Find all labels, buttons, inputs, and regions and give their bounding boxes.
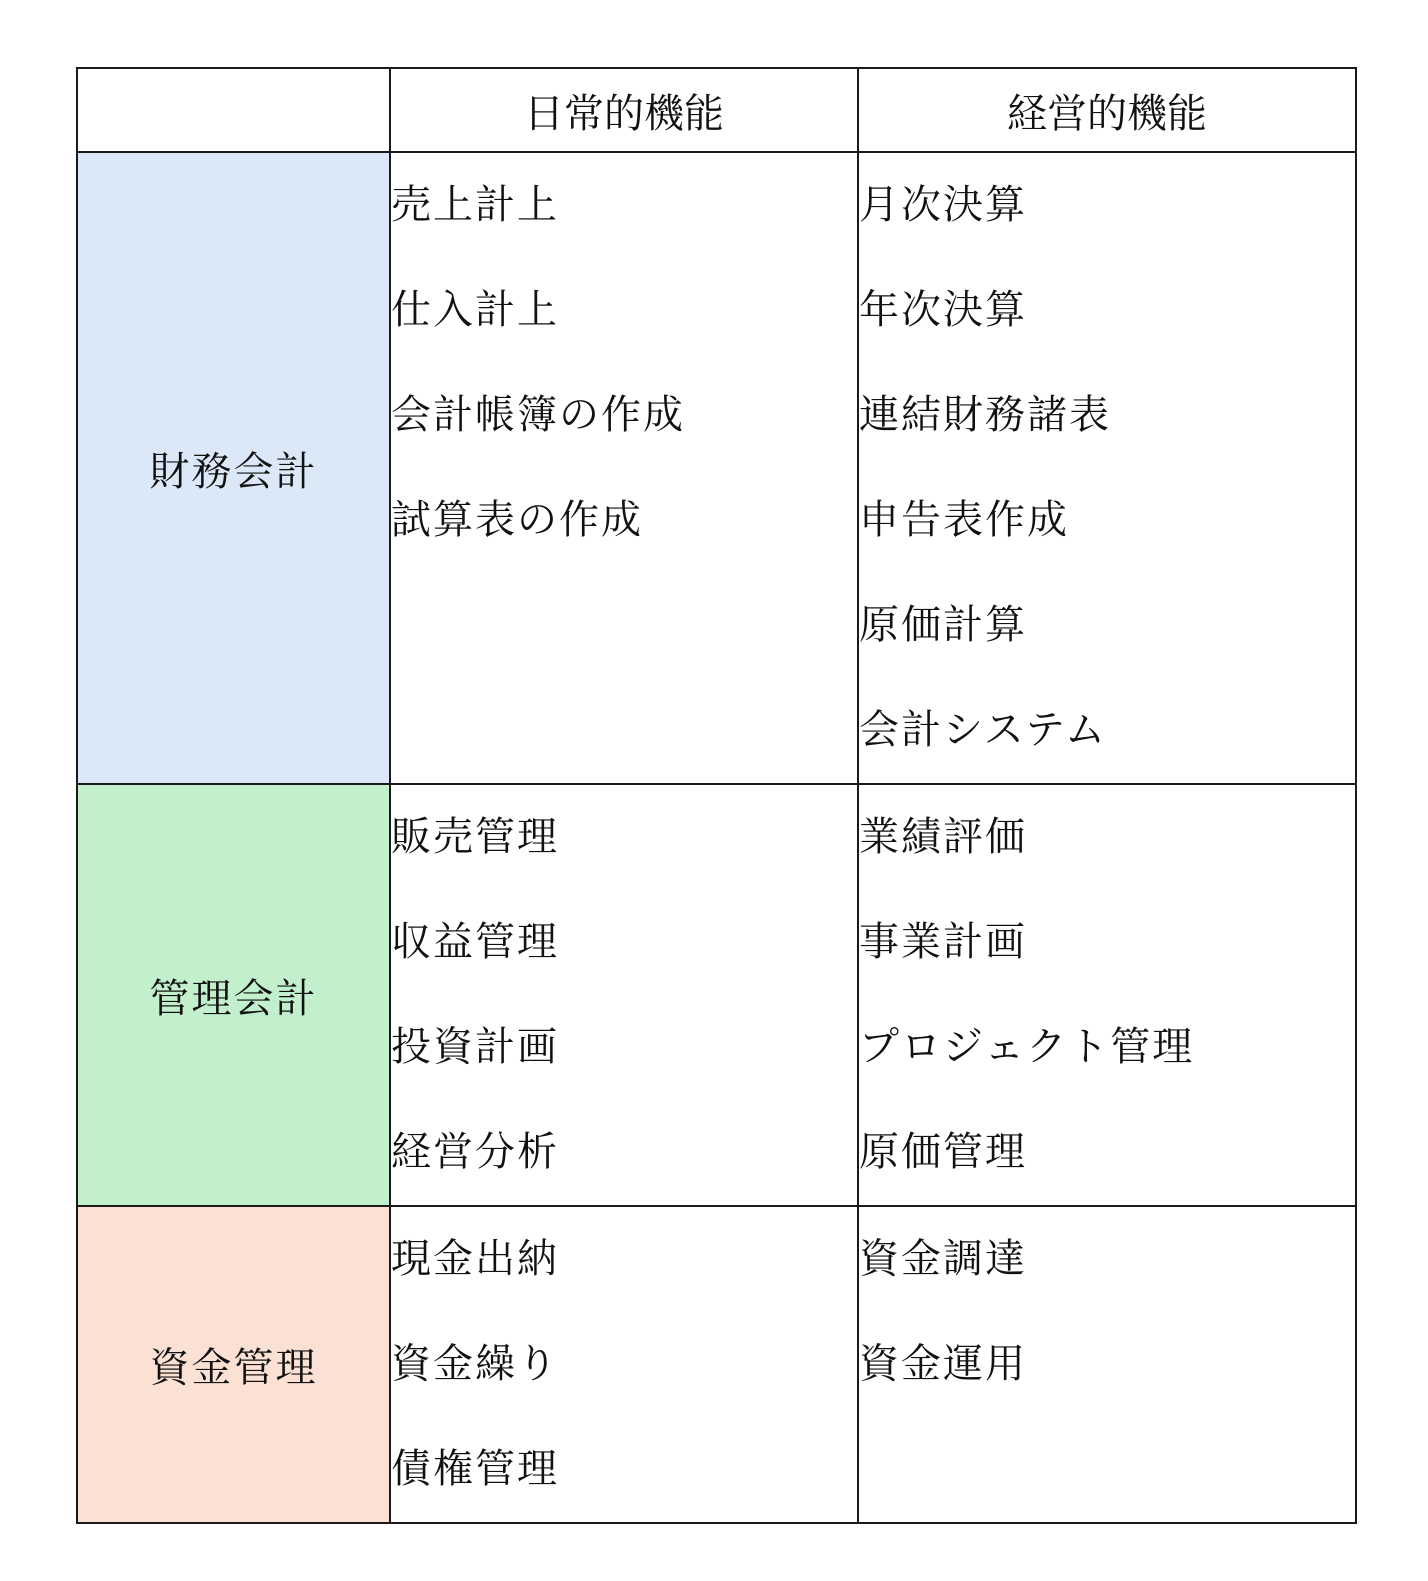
list-item: 現金出納	[391, 1236, 559, 1282]
list-item: 仕入計上	[391, 287, 559, 333]
management-functions-list	[858, 152, 1356, 784]
header-management-functions: 経営的機能	[858, 68, 1356, 152]
header-row	[77, 68, 1356, 152]
daily-functions-list	[390, 1206, 858, 1523]
list-item: 業績評価	[859, 814, 1027, 860]
list-item: 年次決算	[859, 287, 1027, 333]
list-item: プロジェクト管理	[859, 1024, 1195, 1070]
list-item: 販売管理	[391, 814, 559, 860]
category-management-accounting: 管理会計	[77, 784, 390, 1206]
management-functions-list	[858, 784, 1356, 1206]
row-management-accounting	[77, 784, 1356, 1206]
row-cash-management	[77, 1206, 1356, 1523]
header-empty-cell	[77, 68, 390, 152]
list-item: 資金繰り	[391, 1341, 559, 1387]
list-item: 売上計上	[391, 182, 559, 228]
row-financial-accounting	[77, 152, 1356, 784]
list-item: 連結財務諸表	[859, 392, 1111, 438]
list-item: 経営分析	[391, 1129, 559, 1175]
list-item: 会計システム	[859, 707, 1107, 753]
list-item: 資金運用	[859, 1341, 1027, 1387]
list-item: 投資計画	[391, 1024, 559, 1070]
daily-functions-list	[390, 152, 858, 784]
header-daily-functions: 日常的機能	[390, 68, 858, 152]
list-item: 申告表作成	[859, 497, 1069, 543]
function-table	[76, 67, 1357, 1524]
category-financial-accounting: 財務会計	[77, 152, 390, 784]
management-functions-list	[858, 1206, 1356, 1523]
list-item: 事業計画	[859, 919, 1027, 965]
daily-functions-list	[390, 784, 858, 1206]
list-item: 収益管理	[391, 919, 559, 965]
list-item: 試算表の作成	[391, 497, 643, 543]
list-item: 原価計算	[859, 602, 1027, 648]
list-item: 債権管理	[391, 1446, 559, 1492]
list-item: 資金調達	[859, 1236, 1027, 1282]
list-item: 月次決算	[859, 182, 1027, 228]
list-item: 原価管理	[859, 1129, 1027, 1175]
list-item: 会計帳簿の作成	[391, 392, 685, 438]
category-cash-management: 資金管理	[77, 1206, 390, 1523]
